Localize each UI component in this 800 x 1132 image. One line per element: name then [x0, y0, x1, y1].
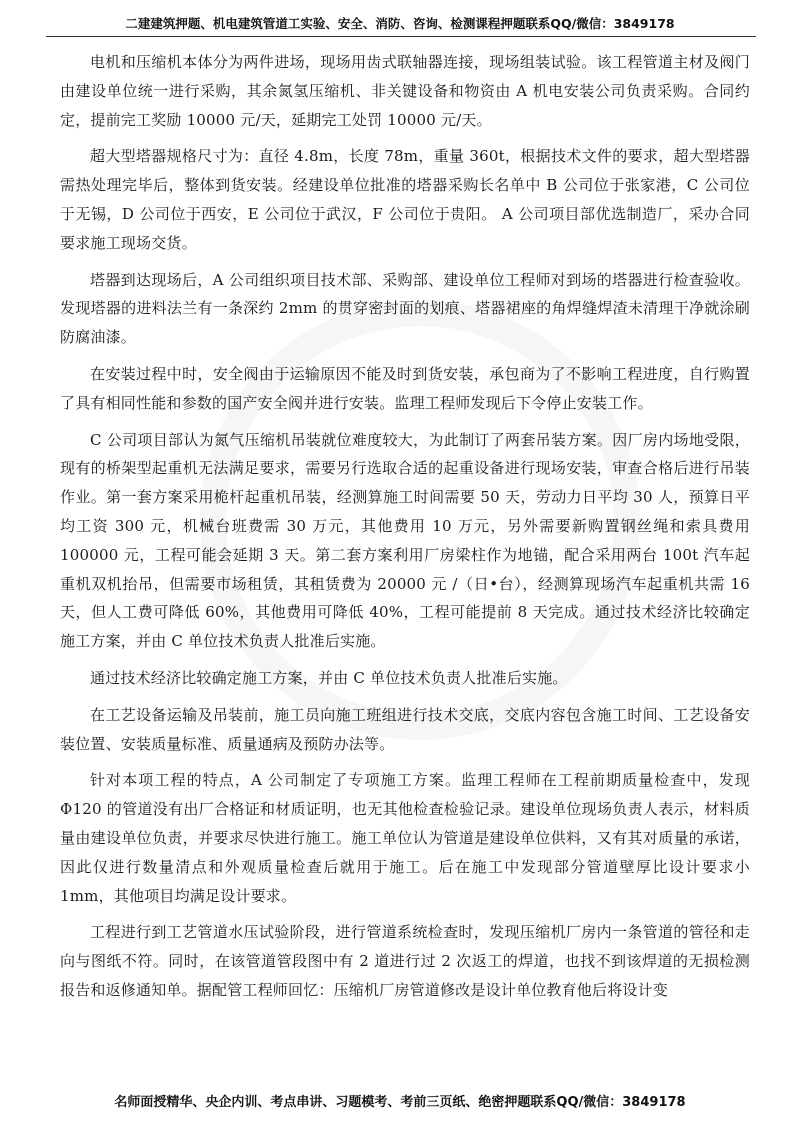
header-divider [46, 36, 756, 37]
paragraph-2: 超大型塔器规格尺寸为：直径 4.8m，长度 78m，重量 360t，根据技术文件的要求，超大型塔器需热处理完毕后，整体到货安装。经建设单位批准的塔器采购长名单中 B 公司位于张家港，C 公司位于无锡，D 公司位于西安，E 公司位于武汉，F 公司位于贵阳。 A 公司项目部优选制造厂，采办合同要求施工现场交货。 [60, 147, 750, 252]
paragraph-7: 在工艺设备运输及吊装前，施工员向施工班组进行技术交底，交底内容包含施工时间、工艺设备安装位置、安装质量标准、质量通病及预防办法等。 [60, 705, 750, 753]
paragraph-8: 针对本项工程的特点，A 公司制定了专项施工方案。监理工程师在工程前期质量检查中，发现Φ120 的管道没有出厂合格证和材质证明，也无其他检查检验记录。建设单位现场负责人表示，材料质量由建设单位负责，并要求尽快进行施工。施工单位认为管道是建设单位供料，又有其对质量的承诺，因此仅进行数量清点和外观质量检查后就用于施工。后在施工中发现部分管道壁厚比设计要求小 1mm，其他项目均满足设计要求。 [60, 771, 750, 905]
paragraph-1: 电机和压缩机本体分为两件进场，现场用齿式联轴器连接，现场组装试验。该工程管道主材及阀门由建设单位统一进行采购，其余氮氢压缩机、非关键设备和物资由 A 机电安装公司负责采购。合同约定，提前完工奖励 10000 元/天，延期完工处罚 10000 元/天。 [60, 53, 750, 129]
page-footer: 名师面授精华、央企内训、考点串讲、习题模考、考前三页纸、绝密押题联系QQ/微信：3849178 [114, 1095, 686, 1110]
paragraph-3: 塔器到达现场后，A 公司组织项目技术部、采购部、建设单位工程师对到场的塔器进行检查验收。发现塔器的进料法兰有一条深约 2mm 的贯穿密封面的划痕、塔器裙座的角焊缝焊渣未清理干净就涂刷防腐油漆。 [60, 270, 750, 347]
page-header: 二建建筑押题、机电建筑管道工实验、安全、消防、咨询、检测课程押题联系QQ/微信：3849178 [125, 16, 675, 31]
paragraph-6: 通过技术经济比较确定施工方案，并由 C 单位技术负责人批准后实施。 [90, 668, 568, 687]
paragraph-4: 在安装过程中时，安全阀由于运输原因不能及时到货安装，承包商为了不影响工程进度，自行购置了具有相同性能和参数的国产安全阀并进行安装。监理工程师发现后下令停止安装工作。 [60, 364, 750, 412]
paragraph-5: C 公司项目部认为氮气压缩机吊装就位难度较大，为此制订了两套吊装方案。因厂房内场地受限，现有的桥架型起重机无法满足要求，需要另行选取合适的起重设备进行现场安装，审查合格后进行吊装作业。第一套方案采用桅杆起重机吊装，经测算施工时间需要 50 天，劳动力日平均 30 人，预算日平均工资 300 元，机械台班费需 30 万元，其他费用 10 万元，另外需要新购置钢丝绳和索具费用 100000 元，工程可能会延期 3 天。第二套方案利用厂房梁柱作为地锚，配合采用两台 100t 汽车起重机双机抬吊，但需要市场租赁，其租赁费为 20000 元 /（日•台），经测算现场汽车起重机共需 16 天，但人工费可降低 60%，其他费用可降低 40%，工程可能提前 8 天完成。通过技术经济比较确定施工方案，并由 C 单位技术负责人批准后实施。 [60, 430, 750, 651]
document-body [60, 48, 750, 1013]
paragraph-9: 工程进行到工艺管道水压试验阶段，进行管道系统检查时，发现压缩机厂房内一条管道的管径和走向与图纸不符。同时，在该管道管段图中有 2 道进行过 2 次返工的焊道，也找不到该焊道的无损检测报告和返修通知单。据配管工程师回忆：压缩机厂房管道修改是设计单位教育他后将设计变 [60, 923, 750, 999]
